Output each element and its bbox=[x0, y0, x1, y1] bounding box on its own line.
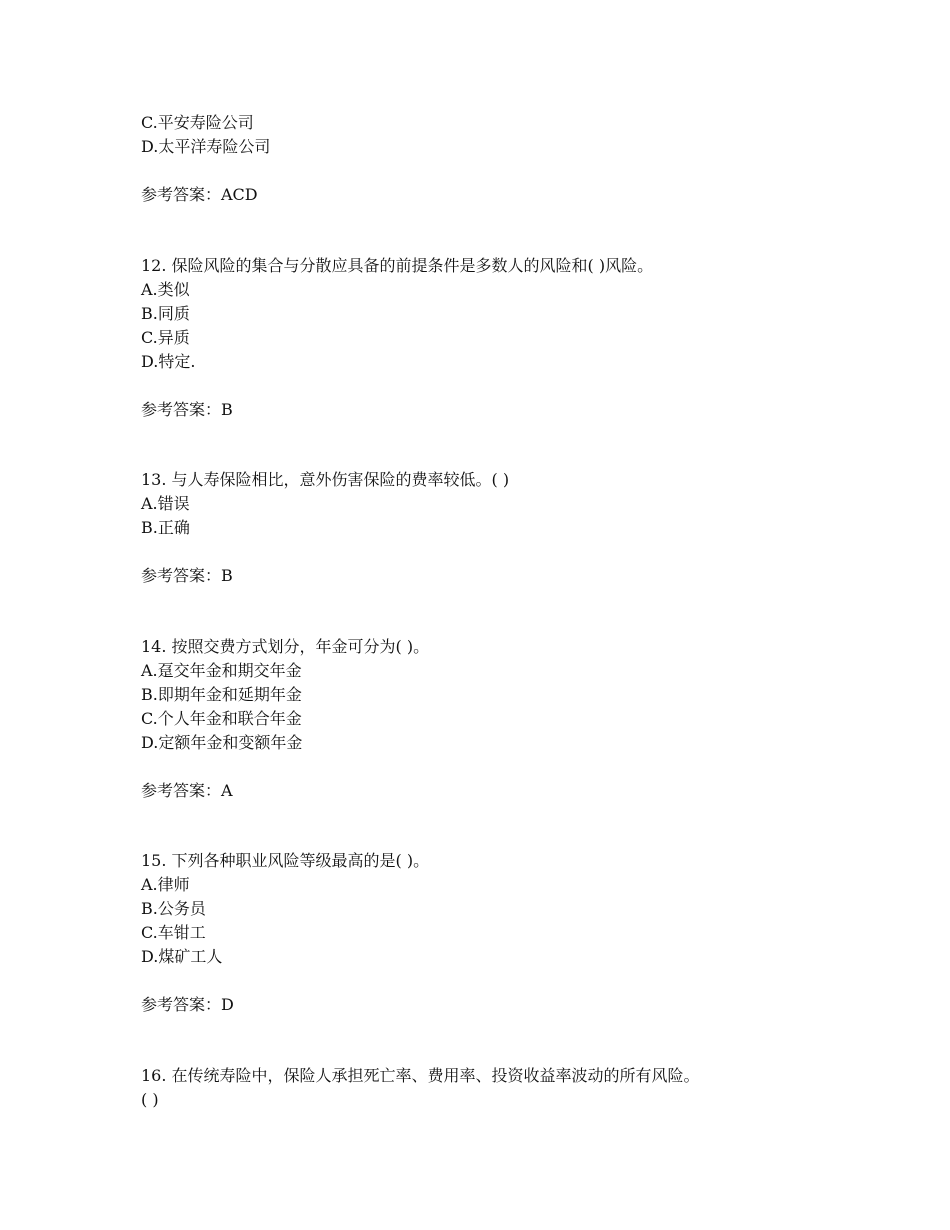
question-12-option-c: C.异质 bbox=[141, 328, 190, 347]
question-16-stem: 16. 在传统寿险中，保险人承担死亡率、费用率、投资收益率波动的所有风险。 bbox=[141, 1066, 700, 1085]
question-14-option-b: B.即期年金和延期年金 bbox=[141, 685, 302, 704]
question-15-option-b: B.公务员 bbox=[141, 899, 206, 918]
question-14-option-d: D.定额年金和变额年金 bbox=[141, 733, 303, 752]
question-15-answer: 参考答案：D bbox=[141, 995, 234, 1014]
question-12-answer: 参考答案：B bbox=[141, 400, 233, 419]
question-15-option-d: D.煤矿工人 bbox=[141, 947, 223, 966]
question-12-option-b: B.同质 bbox=[141, 304, 190, 323]
question-16-stem-continued: ( ) bbox=[141, 1090, 159, 1109]
question-14-option-c: C.个人年金和联合年金 bbox=[141, 709, 302, 728]
question-13-option-b: B.正确 bbox=[141, 518, 190, 537]
question-14-option-a: A.趸交年金和期交年金 bbox=[141, 661, 302, 680]
question-12-option-a: A.类似 bbox=[141, 280, 190, 299]
option-c: C.平安寿险公司 bbox=[141, 113, 254, 132]
option-d: D.太平洋寿险公司 bbox=[141, 137, 271, 156]
question-13-answer: 参考答案：B bbox=[141, 566, 233, 585]
question-13-stem: 13. 与人寿保险相比，意外伤害保险的费率较低。( ) bbox=[141, 470, 510, 489]
question-14-stem: 14. 按照交费方式划分，年金可分为( )。 bbox=[141, 637, 430, 656]
question-15-stem: 15. 下列各种职业风险等级最高的是( )。 bbox=[141, 851, 430, 870]
answer-key: 参考答案：ACD bbox=[141, 185, 258, 204]
question-12-option-d: D.特定. bbox=[141, 352, 196, 371]
question-13-option-a: A.错误 bbox=[141, 494, 190, 513]
question-14-answer: 参考答案：A bbox=[141, 781, 233, 800]
question-12-stem: 12. 保险风险的集合与分散应具备的前提条件是多数人的风险和( )风险。 bbox=[141, 256, 654, 275]
question-15-option-c: C.车钳工 bbox=[141, 923, 206, 942]
question-15-option-a: A.律师 bbox=[141, 875, 190, 894]
